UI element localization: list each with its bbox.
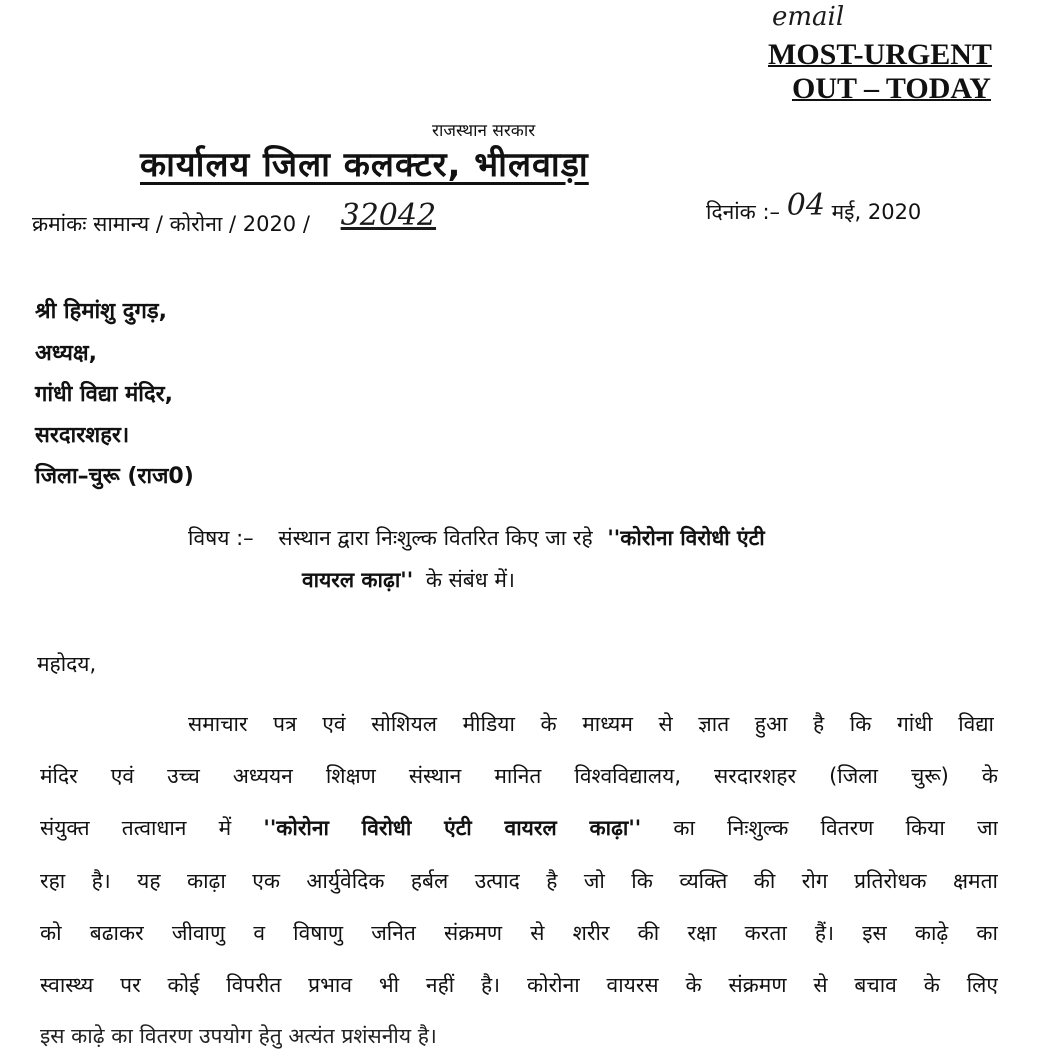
date-day-handwritten: 04: [786, 188, 825, 223]
body-line-5: को बढाकर जीवाणु व विषाणु जनित संक्रमण से शरीर की रक्षा करता हैं। इस काढ़े का: [40, 921, 998, 945]
body-bold-phrase: ''कोरोना विरोधी एंटी वायरल काढ़ा'': [263, 816, 642, 840]
addressee-line-1: श्री हिमांशु दुगड़,: [35, 299, 167, 324]
subject-line-2: [302, 566, 515, 594]
subject-line-1: [188, 524, 765, 552]
date-month-year: मई, 2020: [831, 200, 922, 224]
body-line-3: संयुक्त तत्वाधान में ''कोरोना विरोधी एंटी वायरल काढ़ा'' का निःशुल्क वितरण किया जा: [40, 816, 998, 840]
body-line-2: मंदिर एवं उच्च अध्ययन शिक्षण संस्थान मानित विश्वविद्यालय, सरदारशहर (जिला चुरू) के: [40, 764, 998, 788]
subject-label: विषय :–: [188, 526, 254, 550]
body-line-7-partial: इस काढ़े का वितरण उपयोग हेतु अत्यंत प्रशंसनीय है।: [40, 1024, 437, 1048]
addressee-line-2: अध्यक्ष,: [35, 341, 97, 366]
body-line-4: रहा है। यह काढ़ा एक आर्युवेदिक हर्बल उत्पाद है जो कि व्यक्ति की रोग प्रतिरोधक क्षमता: [40, 869, 998, 893]
office-title: कार्यालय जिला कलक्टर, भीलवाड़ा: [140, 145, 589, 185]
addressee-line-3: गांधी विद्या मंदिर,: [35, 382, 174, 407]
reference-label: क्रमांकः सामान्य / कोरोना / 2020 /: [32, 212, 310, 236]
subject-text-2: के संबंध में।: [425, 568, 515, 592]
body-line-1: समाचार पत्र एवं सोशियल मीडिया के माध्यम से ज्ञात हुआ है कि गांधी विद्या: [188, 712, 994, 736]
reference-number-handwritten: 32042: [340, 198, 437, 233]
salutation: महोदय,: [37, 652, 97, 676]
date-line: [706, 188, 922, 227]
subject-bold-2: वायरल काढ़ा'': [302, 568, 414, 592]
body-line-6: स्वास्थ्य पर कोई विपरीत प्रभाव भी नहीं है। कोरोना वायरस के संक्रमण से बचाव के लिए: [40, 973, 998, 997]
government-name: राजस्थान सरकार: [432, 121, 536, 141]
out-today-label: OUT – TODAY: [792, 72, 991, 105]
addressee-line-4: सरदारशहर।: [35, 423, 130, 448]
most-urgent-label: MOST-URGENT: [768, 38, 992, 71]
reference-line: [32, 198, 437, 239]
subject-text-1: संस्थान द्वारा निःशुल्क वितरित किए जा रहे: [278, 526, 593, 550]
handwritten-email-note: email: [772, 2, 845, 32]
subject-bold-1: ''कोरोना विरोधी एंटी: [607, 526, 765, 550]
date-label: दिनांक :–: [706, 200, 781, 224]
addressee-line-5: जिला–चुरू (राज0): [35, 464, 194, 489]
